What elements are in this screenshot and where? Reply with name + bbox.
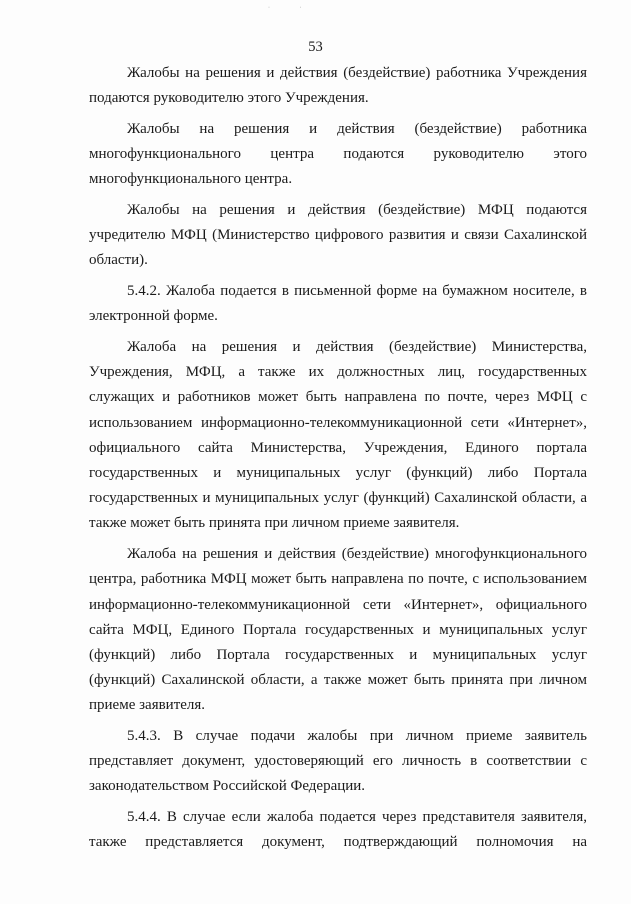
paragraph-complaint-mfc: Жалобы на решения и действия (бездействие) МФЦ подаются учредителю МФЦ (Министерство цифрового развития и связи Сахалинской области). xyxy=(89,202,587,269)
paragraph-complaint-mfc-employee: Жалобы на решения и действия (бездействие) работника многофункционального центра подаются руководителю этого многофункционального центра. xyxy=(89,120,587,188)
paragraph-5-4-3: 5.4.3. В случае подачи жалобы при личном приеме заявитель представляет документ, удостоверяющий его личность в соответствии с законодательством Российской Федерации. xyxy=(89,728,587,795)
paragraph-complaint-ministry: Жалоба на решения и действия (бездействие) Министерства, Учреждения, МФЦ, а также их должностных лиц, государственных служащих и работников может быть направлена по почте, через МФЦ с использованием информационно-телекоммуникационной сети «Интернет», официального сайта Министерства, Учреждения, Единого портала государственных и муниципальных услуг (функций) либо Портала государственных и муниципальных услуг (функций) Сахалинской области, а также может быть принята при личном приеме заявителя. xyxy=(89,339,587,532)
page-number: 53 xyxy=(308,39,323,55)
paragraph-5-4-2: 5.4.2. Жалоба подается в письменной форме на бумажном носителе, в электронной форме. xyxy=(89,283,587,325)
document-body xyxy=(89,61,587,861)
paragraph-complaint-employee: Жалобы на решения и действия (бездействие) работника Учреждения подаются руководителю этого Учреждения. xyxy=(89,65,587,107)
paragraph-5-4-4: 5.4.4. В случае если жалоба подается через представителя заявителя, также представляется документ, подтверждающий полномочия на xyxy=(89,809,587,851)
paragraph-complaint-mfc-center: Жалоба на решения и действия (бездействие) многофункционального центра, работника МФЦ может быть направлена по почте, с использованием информационно-телекоммуникационной сети «Интернет», официального сайта МФЦ, Единого Портала государственных и муниципальных услуг (функций) либо Портала государственных и муниципальных услуг (функций) Сахалинской области, а также может быть принята при личном приеме заявителя. xyxy=(89,546,587,714)
scan-artifact: · · xyxy=(268,5,316,11)
